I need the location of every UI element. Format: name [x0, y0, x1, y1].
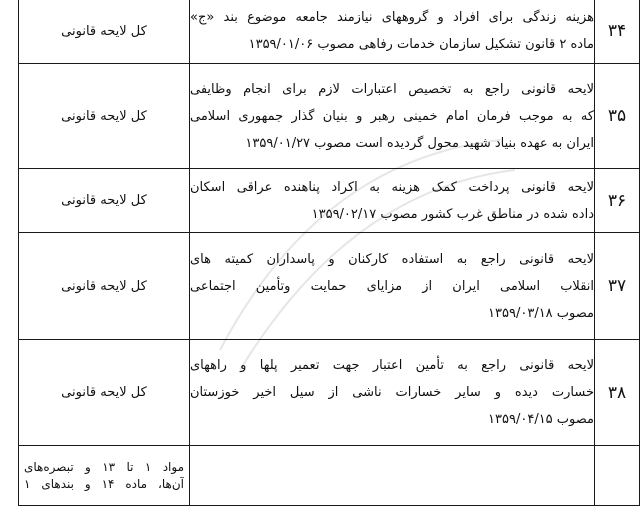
repeal-scope: کل لایحه قانونی [19, 64, 190, 169]
row-number [595, 446, 640, 506]
law-title-line: انقلاب اسلامی ایران از مزایای حمایت وتأمین اجتماعی [190, 278, 594, 294]
law-title-line: ماده ۲ قانون تشکیل سازمان خدمات رفاهی مصوب ۱۳۵۹/۰۱/۰۶ [248, 37, 594, 52]
row-number: ۳۴ [595, 0, 640, 64]
law-title-line: که به موجب فرمان امام خمینی رهبر و بنیان گذار جمهوری اسلامی [190, 108, 594, 124]
law-title [190, 446, 595, 506]
law-title-line: مصوب ۱۳۵۹/۰۴/۱۵ [488, 412, 594, 427]
row-number: ۳۶ [595, 169, 640, 233]
table-row [19, 169, 640, 233]
law-title [190, 169, 595, 233]
laws-table [18, 0, 640, 506]
law-title [190, 64, 595, 169]
row-number: ۳۵ [595, 64, 640, 169]
repeal-scope-line: مواد ۱ تا ۱۳ و تبصره‌های [24, 459, 184, 474]
table-row [19, 340, 640, 446]
law-title [190, 340, 595, 446]
repeal-scope: کل لایحه قانونی [19, 233, 190, 340]
law-title-line: هزینه زندگی برای افراد و گروههای نیازمند جامعه موضوع بند «ج» [190, 10, 594, 25]
row-number: ۳۷ [595, 233, 640, 340]
law-title-line: لایحه قانونی پرداخت کمک هزینه به اکراد پناهنده عراقی اسکان [190, 179, 594, 195]
table-row [19, 446, 640, 506]
table-row [19, 233, 640, 340]
law-title [190, 233, 595, 340]
law-title-line: لایحه قانونی راجع به تخصیص اعتبارات لازم برای انجام وظایفی [190, 81, 594, 97]
repeal-scope: کل لایحه قانونی [19, 340, 190, 446]
law-title-line: مصوب ۱۳۵۹/۰۳/۱۸ [488, 305, 594, 321]
law-title-line: لایحه قانونی راجع به استفاده کارکنان و پاسداران کمیته های [190, 251, 594, 267]
repeal-scope [19, 446, 190, 506]
repeal-scope: کل لایحه قانونی [19, 0, 190, 64]
law-title-line: ایران به عهده بنیاد شهید محول گردیده است مصوب ۱۳۵۹/۰۱/۲۷ [245, 135, 594, 151]
law-title-line: داده شده در مناطق غرب کشور مصوب ۱۳۵۹/۰۲/۱۷ [311, 206, 594, 222]
law-title [190, 0, 595, 64]
table-row [19, 64, 640, 169]
repeal-scope-line: آن‌ها، ماده ۱۴ و بندهای ۱ [24, 476, 184, 491]
law-title-line: لایحه قانونی راجع به تأمین اعتبار جهت تعمیر پلها و راههای [190, 358, 594, 373]
repeal-scope: کل لایحه قانونی [19, 169, 190, 233]
table-row [19, 0, 640, 64]
row-number: ۳۸ [595, 340, 640, 446]
law-title-line: خسارت دیده و سایر خسارات ناشی از سیل اخیر خوزستان [190, 385, 594, 400]
